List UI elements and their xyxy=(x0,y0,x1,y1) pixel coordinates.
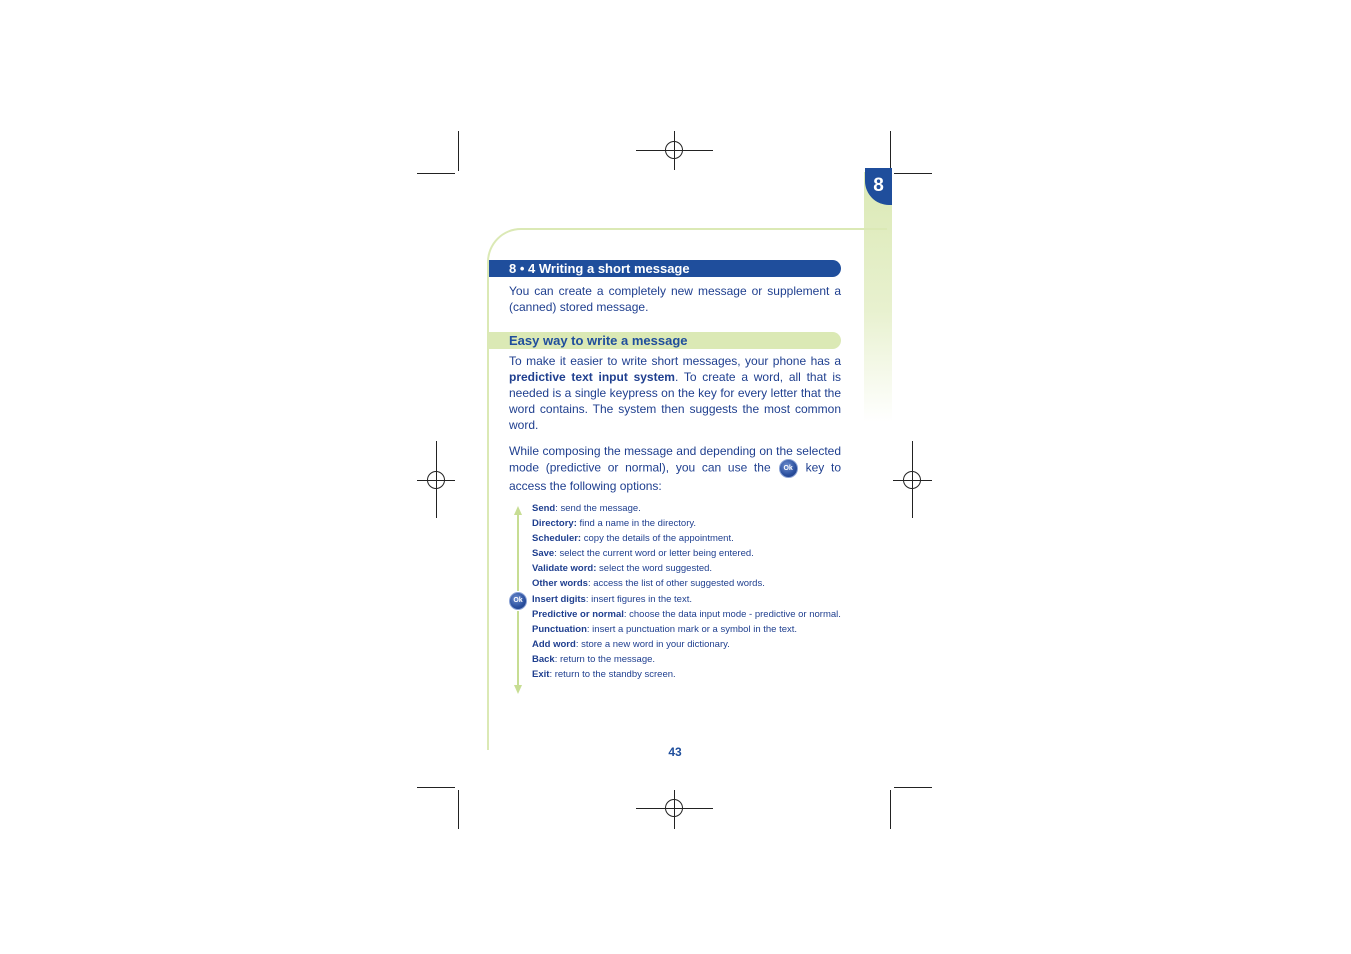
list-item: Save: select the current word or letter being entered. xyxy=(532,548,754,559)
intro-paragraph: You can create a completely new message or supplement a (canned) stored message. xyxy=(509,284,841,314)
list-item: Scheduler: copy the details of the appointment. xyxy=(532,533,734,544)
list-item: Punctuation: insert a punctuation mark or a symbol in the text. xyxy=(532,624,798,635)
page-number: 43 xyxy=(668,745,682,759)
section-title: 8 • 4 Writing a short message xyxy=(489,260,841,277)
predictive-paragraph: To make it easier to write short messages, your phone has a predictive text input system. To create a word, all that is needed is a single keypress on the key for every letter that the word contains. The system then suggests the most common word. xyxy=(509,354,842,432)
arrow-down-icon xyxy=(514,685,522,694)
list-item: Other words: access the list of other suggested words. xyxy=(532,578,765,589)
list-item: Back: return to the message. xyxy=(532,654,656,665)
list-item: Directory: find a name in the directory. xyxy=(532,518,697,529)
options-intro-paragraph: While composing the message and depending on the selected mode (predictive or normal), you can use the Ok key to access the following options: xyxy=(509,444,841,493)
list-item: Insert digits: insert figures in the text. xyxy=(532,594,692,605)
list-item: Add word: store a new word in your dictionary. xyxy=(532,639,730,650)
subsection-title: Easy way to write a message xyxy=(489,332,841,349)
chapter-tab: 8 xyxy=(865,168,892,205)
ok-key-icon: Ok xyxy=(779,459,798,478)
list-item: Predictive or normal: choose the data input mode - predictive or normal. xyxy=(532,609,841,620)
ok-key-side-icon: Ok xyxy=(509,592,527,610)
list-item: Send: send the message. xyxy=(532,503,641,514)
list-item: Validate word: select the word suggested. xyxy=(532,563,713,574)
list-item: Exit: return to the standby screen. xyxy=(532,669,676,680)
options-list xyxy=(532,503,841,684)
